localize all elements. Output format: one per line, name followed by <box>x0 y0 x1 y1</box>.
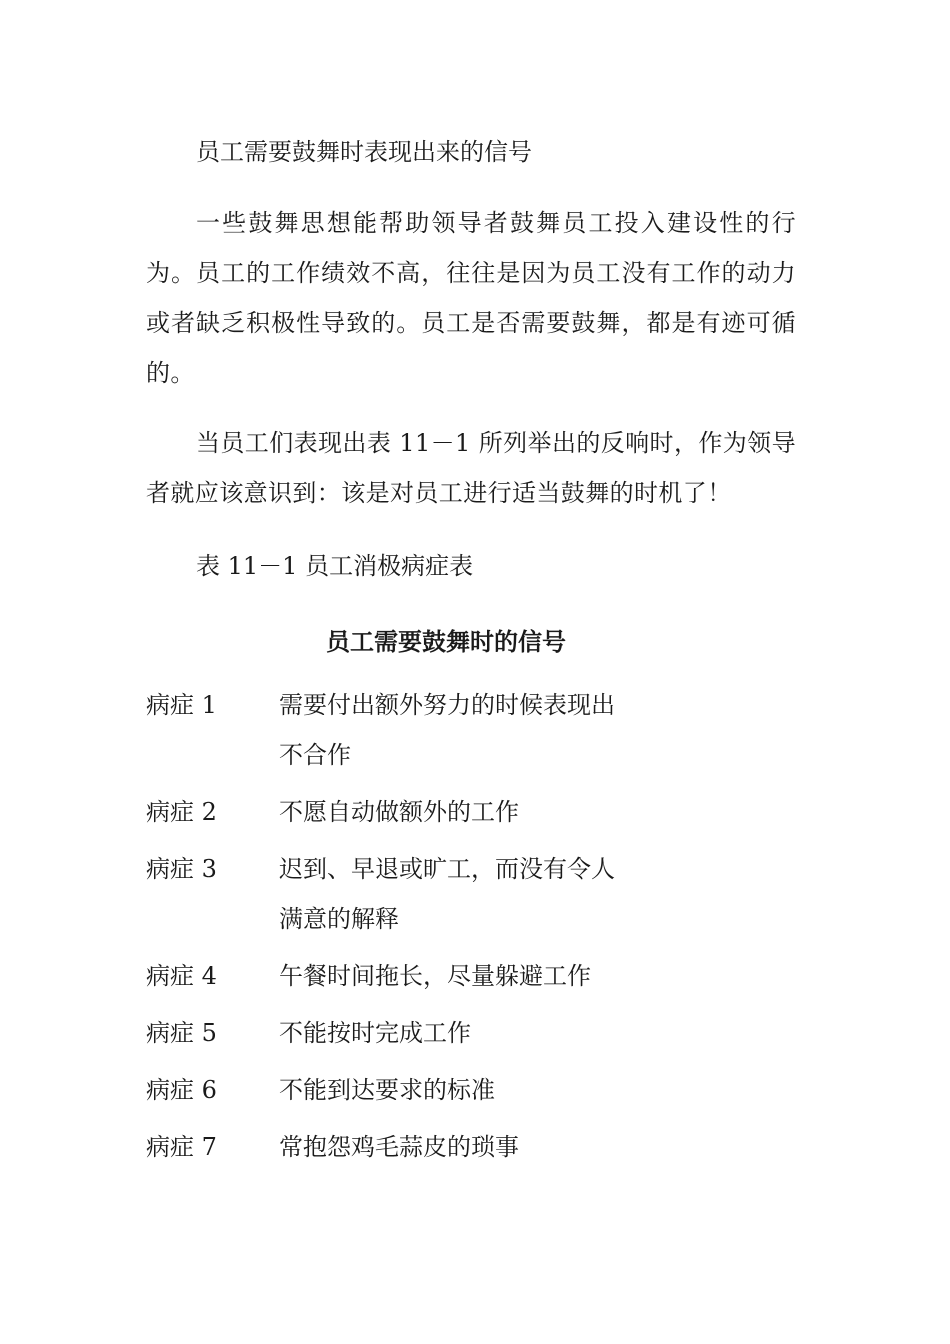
symptom-description: 不能到达要求的标准 <box>279 1076 495 1104</box>
table-title: 员工需要鼓舞时的信号 <box>326 627 566 656</box>
table-row <box>146 1122 646 1172</box>
symptom-label: 病症 7 <box>146 1133 217 1161</box>
symptom-label: 病症 6 <box>146 1076 217 1104</box>
symptom-description: 午餐时间拖长，尽量躲避工作 <box>279 962 591 990</box>
symptom-description: 需要付出额外努力的时候表现出不合作 <box>279 691 615 769</box>
symptom-description: 迟到、早退或旷工，而没有令人满意的解释 <box>279 855 615 933</box>
symptom-label: 病症 5 <box>146 1019 217 1047</box>
symptom-table <box>146 680 646 1179</box>
symptom-label: 病症 4 <box>146 962 217 990</box>
symptom-label: 病症 3 <box>146 855 217 883</box>
reaction-paragraph: 当员工们表现出表 11－1 所列举出的反响时，作为领导者就应该意识到：该是对员工进行适当鼓舞的时机了！ <box>146 429 796 507</box>
table-row <box>146 680 646 780</box>
intro-paragraph: 一些鼓舞思想能帮助领导者鼓舞员工投入建设性的行为。员工的工作绩效不高，往往是因为员工没有工作的动力或者缺乏积极性导致的。员工是否需要鼓舞，都是有迹可循的。 <box>146 209 796 387</box>
table-row <box>146 951 646 1001</box>
symptom-description: 不愿自动做额外的工作 <box>279 798 519 826</box>
table-caption: 表 11－1 员工消极病症表 <box>196 552 474 580</box>
section-heading: 员工需要鼓舞时表现出来的信号 <box>196 138 532 166</box>
symptom-label: 病症 2 <box>146 798 217 826</box>
symptom-description: 不能按时完成工作 <box>279 1019 471 1047</box>
table-row <box>146 1008 646 1058</box>
symptom-description: 常抱怨鸡毛蒜皮的琐事 <box>279 1133 519 1161</box>
table-row <box>146 844 646 944</box>
symptom-label: 病症 1 <box>146 691 217 719</box>
table-row <box>146 1065 646 1115</box>
table-row <box>146 787 646 837</box>
